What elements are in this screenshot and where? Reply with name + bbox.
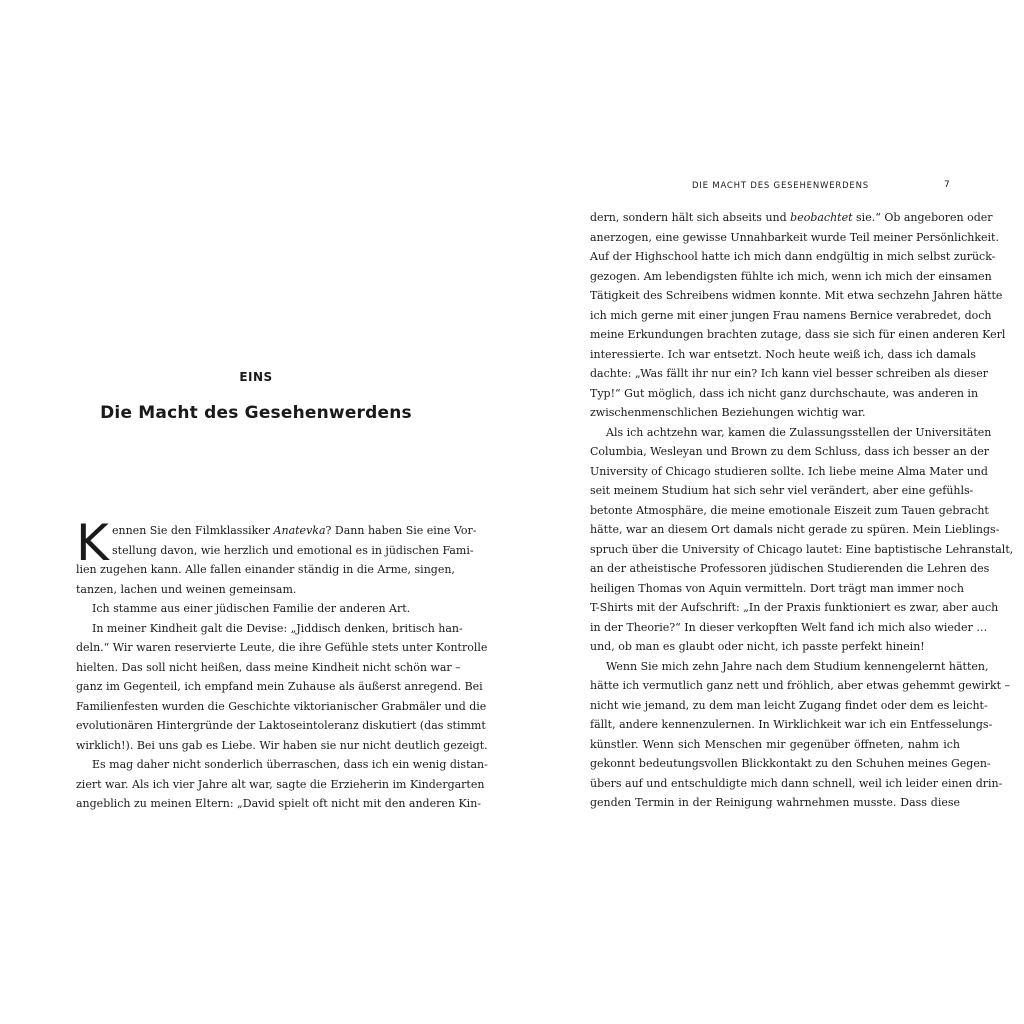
text-line: künstler. Wenn sich Menschen mir gegenüber öffneten, nahm ich [590, 737, 960, 751]
text-line: evolutionären Hintergründe der Laktoseintoleranz diskutiert (das stimmt [76, 719, 486, 732]
text-line: gekonnt bedeutungsvollen Blickkontakt zu den Schuhen meines Gegen- [590, 757, 991, 770]
text-line: stellung davon, wie herzlich und emotional es in jüdischen Fami- [112, 543, 474, 557]
text-line: Columbia, Wesleyan und Brown zu dem Schluss, dass ich besser an der [590, 445, 990, 458]
text-line: meine Erkundungen brachten zutage, dass sie sich für einen anderen Kerl [590, 328, 1006, 341]
text-line: zwischenmenschlichen Beziehungen wichtig war. [590, 406, 866, 419]
text-line: genden Termin in der Reinigung wahrnehmen musste. Dass diese [590, 796, 960, 809]
text-line: gezogen. Am lebendigsten fühlte ich mich, wenn ich mich der einsamen [590, 269, 992, 283]
text-line: ziert war. Als ich vier Jahre alt war, sagte die Erzieherin im Kindergarten [76, 777, 485, 791]
text-line: Auf der Highschool hatte ich mich dann endgültig in mich selbst zurück- [590, 250, 996, 263]
text-line: und, ob man es glaubt oder nicht, ich passte perfekt hinein! [590, 640, 925, 653]
text-line: Tätigkeit des Schreibens widmen konnte. Mit etwa sechzehn Jahren hätte [590, 289, 1003, 302]
page-number: 7 [944, 180, 950, 190]
text-line: Familienfesten wurden die Geschichte viktorianischer Grabmäler und die [76, 699, 487, 713]
text-line: University of Chicago studieren sollte. Ich liebe meine Alma Mater und [590, 464, 988, 478]
text-line: interessierte. Ich war entsetzt. Noch heute weiß ich, dass ich damals [590, 347, 976, 361]
text-line: dachte: „Was fällt ihr nur ein? Ich kann viel besser schreiben als dieser [590, 367, 989, 380]
right-page [512, 0, 1024, 1024]
text-line: In meiner Kindheit galt die Devise: „Jiddisch denken, britisch han- [92, 621, 463, 635]
text-line: heiligen Thomas von Aquin vermitteln. Dort trägt man immer noch [590, 581, 964, 595]
text-line: hätte, war an diesem Ort damals nicht gerade zu spüren. Mein Lieblings- [590, 523, 1000, 536]
text-line: angeblich zu meinen Eltern: „David spielt oft nicht mit den anderen Kin- [76, 797, 481, 810]
text-line: deln.“ Wir waren reservierte Leute, die ihre Gefühle stets unter Kontrolle [76, 641, 488, 654]
text-line: Ich stamme aus einer jüdischen Familie der anderen Art. [92, 602, 411, 615]
text-line: betonte Atmosphäre, die meine emotionale Eiszeit zum Tauen gebracht [590, 503, 989, 517]
text-line: Es mag daher nicht sonderlich überraschen, dass ich ein wenig distan- [92, 758, 488, 771]
text-line: Typ!“ Gut möglich, dass ich nicht ganz durchschaute, was anderen in [590, 386, 979, 400]
text-line: in der Theorie?“ In dieser verkopften Welt fand ich mich also wieder … [590, 620, 988, 634]
text-line: ich mich gerne mit einer jungen Frau namens Bernice verabredet, doch [590, 308, 992, 322]
text-line: wirklich!). Bei uns gab es Liebe. Wir haben sie nur nicht deutlich gezeigt. [76, 738, 488, 752]
text-line: lien zugehen kann. Alle fallen einander ständig in die Arme, singen, [76, 563, 455, 576]
text-line: hätte ich vermutlich ganz nett und fröhlich, aber etwas gehemmt gewirkt – [590, 679, 1011, 692]
text-line: hielten. Das soll nicht heißen, dass meine Kindheit nicht schön war – [76, 660, 461, 674]
text-line: nicht wie jemand, zu dem man leicht Zugang findet oder dem es leicht- [590, 698, 988, 712]
chapter-title: Die Macht des Gesehenwerdens [100, 403, 412, 423]
chapter-label: EINS [239, 370, 273, 384]
text-line: fällt, andere kennenzulernen. In Wirklichkeit war ich ein Entfesselungs- [590, 718, 993, 731]
text-line: ganz im Gegenteil, ich empfand mein Zuhause als äußerst anregend. Bei [76, 680, 483, 693]
text-line: Als ich achtzehn war, kamen die Zulassungsstellen der Universitäten [606, 425, 992, 439]
left-body-text [76, 514, 488, 814]
text-line: anerzogen, eine gewisse Unnahbarkeit wurde Teil meiner Persönlichkeit. [590, 230, 999, 244]
text-line: K ennen Sie den Filmklassiker Anatevka? Dann haben Sie eine Vor- [76, 514, 477, 572]
text-line: an der atheistische Professoren jüdischen Studierenden die Lehren des [590, 562, 990, 575]
text-line: tanzen, lachen und weinen gemeinsam. [76, 582, 297, 596]
drop-cap: K [76, 514, 109, 572]
text-line: übers auf und entschuldigte mich dann schnell, weil ich leider einen drin- [590, 776, 1003, 790]
text-line: T-Shirts mit der Aufschrift: „In der Praxis funktioniert es zwar, aber auch [590, 601, 999, 614]
text-line: Wenn Sie mich zehn Jahre nach dem Studium kennengelernt hätten, [606, 659, 989, 673]
right-body-text [590, 208, 1014, 813]
running-head: DIE MACHT DES GESEHENWERDENS [692, 181, 869, 191]
text-line: dern, sondern hält sich abseits und beobachtet sie.“ Ob angeboren oder [590, 211, 993, 224]
text-line: seit meinem Studium hat sich sehr viel verändert, aber eine gefühls- [590, 484, 974, 497]
text-line: spruch über die University of Chicago lautet: Eine baptistische Lehranstalt, [590, 542, 1014, 556]
